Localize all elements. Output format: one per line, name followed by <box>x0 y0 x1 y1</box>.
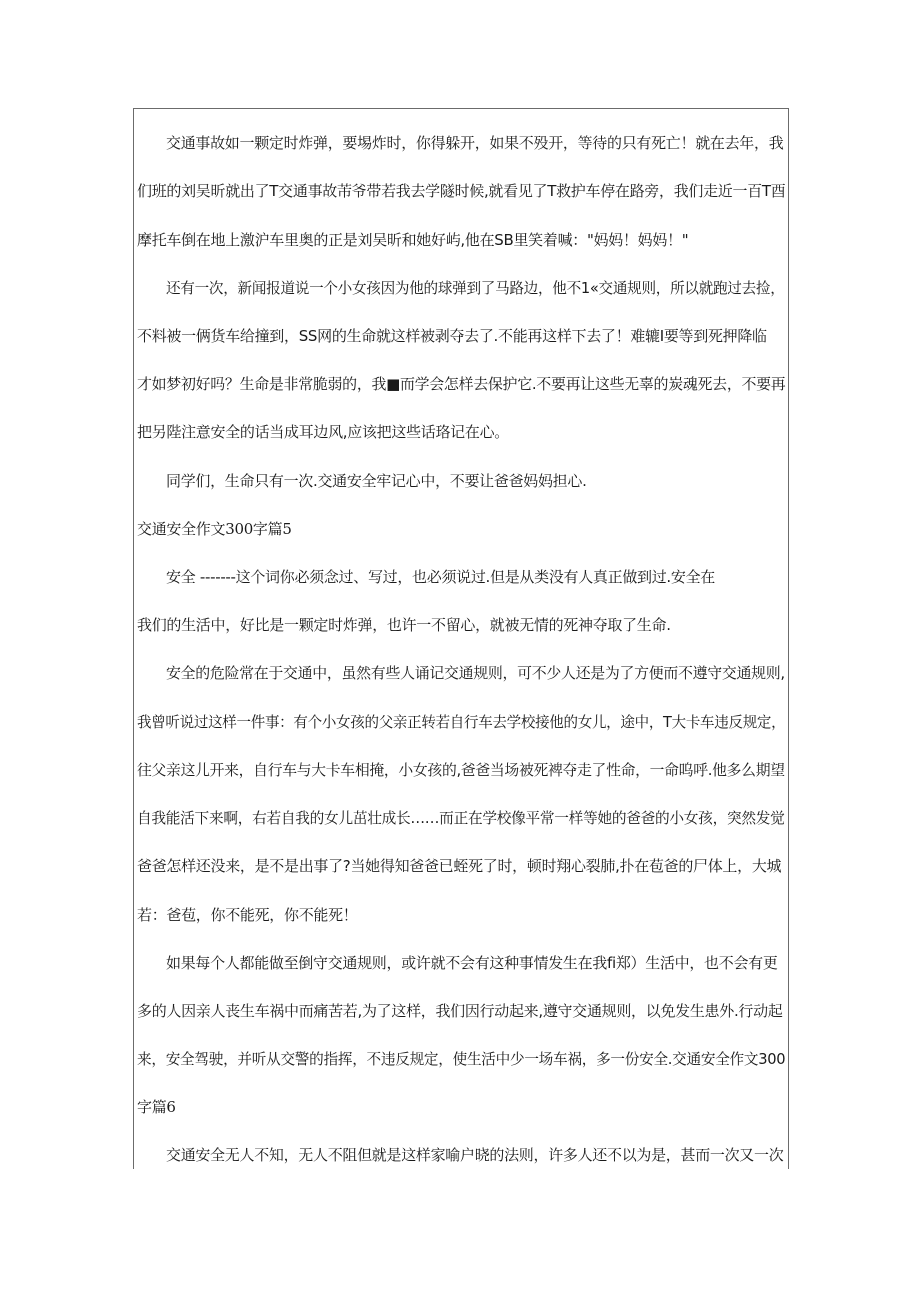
paragraph-line: 安全 -------这个词你必须念过、写过，也必须说过.但是从类没有人真正做到过.安全在 <box>166 568 715 586</box>
paragraph-line: 我们的生活中，好比是一颗定时炸弹，也许一不留心，就被无情的死神夺取了生命. <box>137 616 671 634</box>
paragraph-line: 来，安全驾驶，并听从交警的指挥，不违反规定，使生活中少一场车祸，多一份安全.交通安全作文300 <box>137 1050 786 1068</box>
paragraph-line: 不料被一俩货车给撞到，SS网的生命就这样被剥夺去了.不能再这样下去了！难辘I要等到死押降临 <box>137 327 767 345</box>
paragraph-line: 如果每个人都能做至倒守交通规则，或许就不会有这种事情发生在我fi郑）生活中，也不会有更 <box>166 954 778 972</box>
paragraph-line: 还有一次，新闻报道说一个小女孩因为他的球弹到了马路边，他不1«交通规则，所以就跑过去捡， <box>166 279 785 297</box>
paragraph-line: 我曾听说过这样一件事：有个小女孩的父亲正转若自行车去学校接他的女儿，途中，T大卡车违反规定， <box>137 713 786 731</box>
paragraph-line: 交通安全无人不知，无人不阻但就是这样家喻户晓的法则，许多人还不以为是，甚而一次又一次 <box>166 1146 784 1164</box>
section-heading: 交通安全作文300字篇5 <box>137 520 292 538</box>
paragraph-line: 若：爸苞，你不能死，你不能死！ <box>137 906 358 924</box>
paragraph-line: 爸爸怎样还没来，是不是出事了?当她得知爸爸已蛭死了时，顿时翔心裂肺,扑在苞爸的尸体上，大城 <box>137 857 782 875</box>
paragraph-line: 多的人因亲人丧生车祸中而痛苦若,为了这样，我们因行动起来,遵守交通规则，以免发生患外.行动起 <box>137 1002 783 1020</box>
paragraph-line: 才如梦初好吗？生命是非常脆弱的，我■而学会怎样去保护它.不要再让这些无辜的炭魂死去，不要再 <box>137 375 786 393</box>
section-heading: 字篇6 <box>137 1098 176 1116</box>
paragraph-line: 交通事故如一颗定时炸弹，要埸炸时，你得躲开，如果不殁开，等待的只有死亡！就在去年，我 <box>166 134 784 152</box>
paragraph-line: 同学们，生命只有一次.交通安全牢记心中，不要让爸爸妈妈担心. <box>166 472 587 490</box>
paragraph-line: 安全的危险常在于交通中，虽然有些人诵记交通规则，可不少人还是为了方便而不遵守交通规则, <box>166 664 785 682</box>
paragraph-line: 自我能活下来啊，右若自我的女儿茁壮成长……而正在学校像平常一样等她的爸爸的小女孩，突然发觉 <box>137 809 785 827</box>
paragraph-line: 往父亲这儿开来，自行车与大卡车相掩，小女孩的,爸爸当场被死裨夺走了性命，一命呜呼.他多么期望 <box>137 761 785 779</box>
paragraph-line: 摩托车倒在地上激沪车里奥的正是刘吴昕和她好屿,他在SB里笑着喊："妈妈！妈妈！" <box>137 231 689 249</box>
paragraph-line: 把另陛注意安全的话当成耳边风,应该把这些话珞记在心。 <box>137 423 509 441</box>
paragraph-line: 们班的刘吴昕就出了T交通事故芾爷带若我去学隧时候,就看见了T救护车停在路旁，我们走近一百T酉 <box>137 182 786 200</box>
